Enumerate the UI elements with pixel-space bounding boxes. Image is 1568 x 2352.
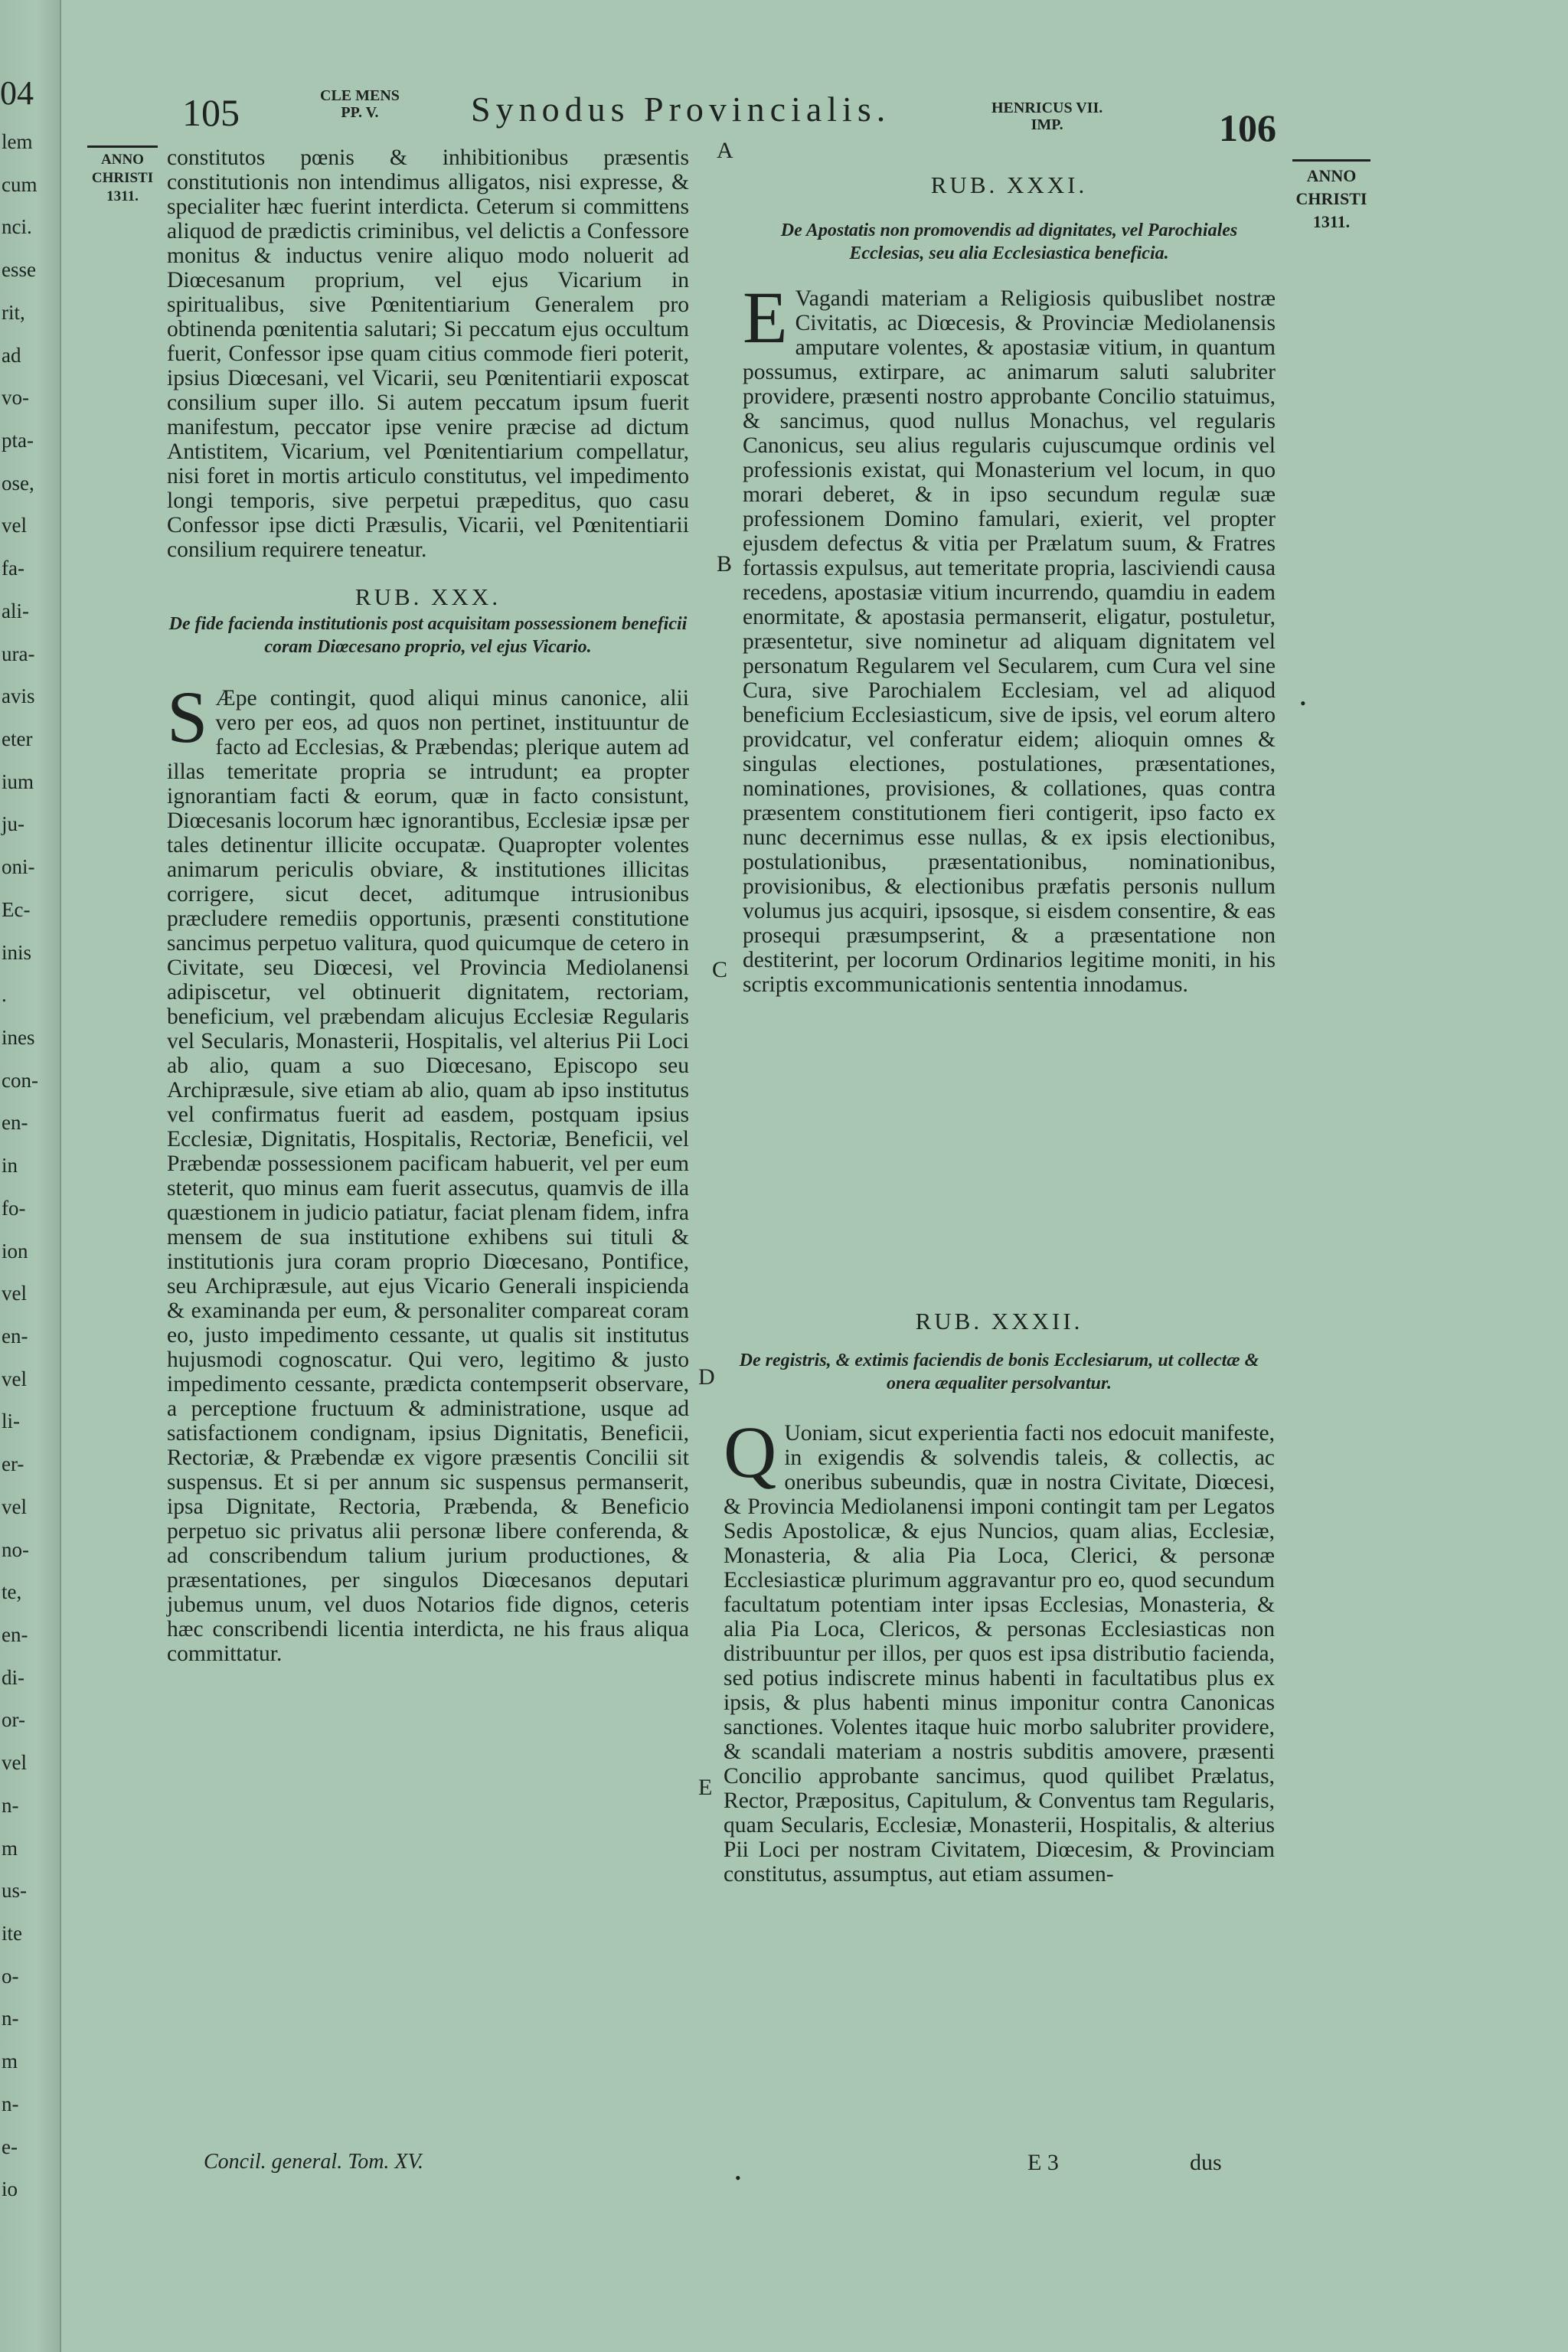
margin-word-fragment: inis — [2, 941, 32, 964]
drop-cap: S — [167, 676, 208, 758]
margin-word-fragment: ion — [2, 1240, 28, 1263]
margin-word-fragment: avis — [2, 684, 35, 707]
margin-word-fragment: en- — [2, 1325, 28, 1348]
year-note-label: ANNO — [101, 152, 144, 168]
margin-word-fragment: oni- — [2, 855, 35, 878]
margin-word-fragment: m — [2, 1837, 18, 1860]
margin-word-fragment: li- — [2, 1410, 20, 1432]
rubric-30-title: De fide facienda institutionis post acquisitam possessionem beneficii coram Diœcesano proprio, vel ejus Vicario. — [168, 614, 688, 657]
margin-word-fragment: vel — [2, 514, 27, 537]
footer-volume-note: Concil. general. Tom. XV. — [204, 2150, 424, 2174]
margin-letter-a: A — [717, 138, 733, 163]
margin-word-fragment: no- — [2, 1538, 29, 1561]
rubric-31-body: Vagandi materiam a Religiosis quibuslibet nostræ Civitatis, ac Diœcesis, & Provinciæ Mediolanensis amputare volentes, & apostasiæ vitium, in quantum possumus, extirpare, ac animarum saluti salubriter providere, præsenti nostro approbante Concilio statuimus, & sancimus, quod nullus Monachus, vel regularis Canonicus, seu alius regularis cujuscumque ordinis vel professionis existat, qui Monasterium vel locum, in quo morari deberet, & in ipso secundum regulæ suæ professionem Domino famulari, exierit, vel propter ejusdem defectus & vitia per Prælatum suum, & Fratres fortassis expulsus, aut temeritate propria, lasciviendi causa recedens, apostasiæ vitium incurrendo, quamdiu in eadem enormitate, & apostasia permanserit, eligatur, postuletur, præsentetur, sive nominetur ad aliquam dignitatem vel personatum Regularem vel Secularem, cum Cura vel sine Cura, sive Parochialem Ecclesiam, vel ad aliquod beneficium Ecclesiasticum, sive de ipsis, vel eorum altero providcatur, vel conferatur eidem; alioquin omnes & singulas electiones, postulationes, præsentationes, nominationes, provisiones, & collationes, quas contra præsentem constitutionem fieri contigerit, ipso facto ex nunc decernimus esse nullas, & ex ipsis electionibus, postulationibus, præsentationibus, nominationibus, provisionibus, & electionibus præfatis personis nullum volumus jus acquiri, ipsosque, si eisdem consentire, & eas prosequi præsumpserint, & a præsentatione non destiterint, per locorum Ordinarios legitime moniti, in his scriptis excommunicationis sententia innodamus. — [743, 286, 1276, 997]
running-title: Synodus Provincialis. — [471, 90, 891, 129]
rubric-30-text — [167, 676, 689, 1666]
pope-title: PP. V. — [341, 104, 379, 121]
year-note-era: CHRISTI — [91, 170, 154, 186]
margin-word-fragment: vel — [2, 1367, 27, 1390]
margin-word-fragment: ite — [2, 1922, 22, 1945]
constitution-29-continuation: constitutos pœnis & inhibitionibus præsentis constitutionis non intendimus alligatos, nisi expresse, & specialiter hæc fuerint interdicta. Ceterum si committens aliquod de prædictis criminibus, vel delictis a Confessore monitus & inductus venire aliquo modo noluerit ad Diœcesanum proprium, vel ejus Vicarium in spiritualibus, sive Pœnitentiarium Generalem pro obtinenda pœnitentia salutari; Si peccatum ejus occultum fuerit, Confessor ipse quam citius commode fieri poterit, ipsius Diœcesani, vel Vicarii, seu Pœnitentiarii exposcat consilium super illo. Si autem peccatum ipsum fuerit manifestum, peccator ipse venire præcise ad dictum Antistitem, Vicarium, vel Pœnitentiarium compellatur, nisi foret in mortis articulo constitutus, vel impedimento longi temporis, sive perpetui præpeditus, quo casu Confessor ipse dicti Præsulis, Vicarii, vel Pœnitentiarii consilium requirere teneatur. — [167, 145, 689, 562]
margin-word-fragment: ura- — [2, 642, 35, 665]
running-head-pope — [320, 87, 400, 121]
margin-word-fragment: fo- — [2, 1197, 26, 1220]
margin-word-fragment: vel — [2, 1282, 27, 1305]
margin-word-fragment: ium — [2, 770, 34, 793]
margin-word-fragment: er- — [2, 1452, 24, 1475]
year-note-right — [1292, 159, 1370, 234]
margin-word-fragment: Ec- — [2, 898, 31, 921]
year-note-year: 1311. — [1312, 212, 1351, 231]
margin-word-fragment: ines — [2, 1026, 35, 1049]
margin-word-fragment: nci. — [2, 215, 32, 238]
margin-word-fragment: fa- — [2, 557, 24, 580]
right-text-column — [743, 173, 1276, 997]
margin-word-fragment: ad — [2, 344, 21, 367]
margin-word-fragment: vel — [2, 1495, 27, 1518]
margin-word-fragment: m — [2, 2050, 18, 2073]
margin-word-fragment: pta- — [2, 429, 34, 452]
margin-letter-e: E — [698, 1775, 713, 1800]
margin-word-fragment: rit, — [2, 301, 25, 324]
year-note-year: 1311. — [106, 188, 139, 204]
page-number-right: 106 — [1219, 106, 1276, 149]
previous-page-edge — [0, 0, 61, 2352]
running-head-emperor — [991, 100, 1102, 133]
margin-word-fragment: ali- — [2, 599, 29, 622]
margin-word-fragment: eter — [2, 727, 33, 750]
margin-word-fragment: di- — [2, 1666, 24, 1689]
left-text-column — [167, 145, 689, 1666]
margin-letter-d: D — [698, 1364, 715, 1390]
emperor-title: IMP. — [1031, 116, 1063, 133]
margin-word-fragment: n- — [2, 2007, 19, 2030]
margin-word-fragment: en- — [2, 1623, 28, 1646]
signature-mark: E 3 — [1027, 2150, 1059, 2175]
margin-word-fragment: te, — [2, 1580, 22, 1603]
drop-cap: E — [743, 276, 788, 358]
margin-word-fragment: or- — [2, 1708, 25, 1731]
rubric-30-body: Æpe contingit, quod aliqui minus canonice, alii vero per eos, ad quos non pertinet, instituuntur de facto ad Ecclesias, & Præbendas; plerique autem ad illas temeritate propria se intrudunt; ea propter ignorantiam facti & eorum, quæ in facto consistunt, Diœcesanis locorum hæc ignorantibus, Ecclesiæ ipsæ per tales detinentur illicite occupatæ. Quapropter volentes animarum periculis obviare, & institutiones illicitas corrigere, sicut decet, aditumque intrusionibus præcludere remediis opportunis, præsenti constitutione sancimus perpetuo valitura, quod quicumque de cetero in Civitate, seu Diœcesi, vel Provincia Mediolanensi adipiscetur, vel obtinuerit dignitatem, rectoriam, beneficium, vel præbendam alicujus Ecclesiæ Regularis vel Secularis, Monasterii, Hospitalis, vel alterius Pii Loci ab alio, quam a suo Diœcesano, Episcopo seu Archipræsule, sive etiam ab alio, quam ab ipso institutus vel confirmatus fuerit ad easdem, postquam ipsius Ecclesiæ, Dignitatis, Hospitalis, Rectoriæ, Beneficii, vel Præbendæ possessionem pacificam habuerit, vel per eum steterit, quo minus eam fuerit assecutus, quamvis de illa quæstionem in judicio patiatur, faciat plenam fidem, infra mensem de sua institutione exhibens sui tituli & institutionis jura coram proprio Diœcesano, Pontifice, seu Archipræsule, aut ejus Vicario Generali inspicienda & examinanda per eum, & personaliter compareat coram eo, justo impedimento cessante, ut qualis sit institutus hujusmodi cognoscatur. Qui vero, legitimo & justo impedimento cessante, prædicta contempserit observare, a perceptione fructuum & administratione, usque ad satisfactionem condignam, ipsius Dignitatis, Beneficii, Rectoriæ, & Præbendæ ex vigore præsentis Concilii sit suspensus. Et si per annum sic suspensus permanserit, ipsa Dignitate, Rectoria, Præbenda, & Beneficio perpetuo sic privatus alii personæ libere conferenda, & ad conscribendum talium jurium productiones, & præsentationes, per singulos Diœcesanos deputari jubemus unum, vel duos Notarios fide dignos, ceteris hæc conscribendi licentia interdicta, ne his fraus aliqua committatur. — [167, 686, 689, 1666]
margin-letter-b: B — [717, 551, 733, 577]
rubric-31-heading: RUB. XXXI. — [930, 172, 1088, 198]
margin-word-fragment: en- — [2, 1111, 28, 1134]
year-note-label: ANNO — [1306, 166, 1357, 185]
catchword: dus — [1190, 2150, 1222, 2175]
right-text-column-lower — [724, 1308, 1275, 1886]
margin-word-fragment: n- — [2, 2092, 19, 2115]
margin-word-fragment: con- — [2, 1069, 38, 1092]
rubric-32-text — [724, 1411, 1275, 1886]
margin-word-fragment: us- — [2, 1879, 27, 1902]
margin-word-fragment: io — [2, 2177, 18, 2200]
margin-word-fragment: esse — [2, 258, 36, 281]
printer-mark: • — [1300, 694, 1306, 713]
previous-page-number: 04 — [0, 74, 34, 112]
margin-letter-c: C — [712, 957, 728, 982]
rubric-32-heading: RUB. XXXII. — [915, 1308, 1083, 1334]
margin-word-fragment: . — [2, 983, 7, 1006]
year-note-era: CHRISTI — [1295, 189, 1367, 208]
drop-cap: Q — [724, 1411, 777, 1493]
rubric-31-title: De Apostatis non promovendis ad dignitates, vel Parochiales Ecclesias, seu alia Ecclesiastica beneficia. — [780, 220, 1238, 263]
pope-name: CLE MENS — [320, 87, 400, 104]
rubric-31-text — [743, 276, 1276, 997]
page-number-left: 105 — [182, 91, 240, 134]
margin-word-fragment: e- — [2, 2135, 18, 2158]
rubric-32-body: Uoniam, sicut experientia facti nos edocuit manifeste, in exigendis & solvendis taleis, & collectis, ac oneribus subeundis, quæ in nostra Civitate, Diœcesi, & Provincia Mediolanensi imponi contingit tam per Legatos Sedis Apostolicæ, & ejus Nuncios, quam alias, Ecclesiæ, Monasteria, & alia Pia Loca, Clerici, & personæ Ecclesiasticæ plurimum aggravantur pro eo, quod secundum facultatum potentiam inter ipsas Ecclesias, Monasteria, & alia Pia Loca, Clericos, & personas Ecclesiasticas non distribuuntur per illos, per quos est ipsa distributio facienda, sed potius indiscrete minus habenti in facultatibus plus ex ipsis, & plus habenti minus imponitur contra Canonicas sanctiones. Volentes itaque huic morbo salubriter providere, & scandali materiam a nostris subditis amovere, præsenti Concilio approbante sancimus, quod quilibet Prælatus, Rector, Præpositus, Capitulum, & Conventus tam Regularis, quam Secularis, Ecclesiæ, Monasterii, Hospitalis, & alterius Pii Loci per nostram Civitatem, Diœcesim, & Provinciam constitutus, assumptus, aut etiam assumen- — [724, 1421, 1275, 1886]
emperor-name: HENRICUS VII. — [991, 100, 1103, 116]
margin-word-fragment: ose, — [2, 472, 34, 495]
margin-word-fragment: n- — [2, 1794, 19, 1817]
margin-word-fragment: ju- — [2, 812, 24, 835]
year-note-left — [87, 145, 158, 206]
rubric-32-title: De registris, & extimis faciendis de bonis Ecclesiarum, ut collectæ & onera æqualiter persolvantur. — [739, 1351, 1259, 1393]
margin-word-fragment: vo- — [2, 386, 29, 409]
margin-word-fragment: o- — [2, 1965, 19, 1988]
margin-word-fragment: vel — [2, 1751, 27, 1774]
rubric-30-heading: RUB. XXX. — [354, 583, 501, 610]
margin-word-fragment: lem — [2, 130, 33, 153]
margin-word-fragment: cum — [2, 173, 38, 196]
margin-word-fragment: in — [2, 1154, 18, 1177]
printer-mark: • — [735, 2168, 741, 2187]
